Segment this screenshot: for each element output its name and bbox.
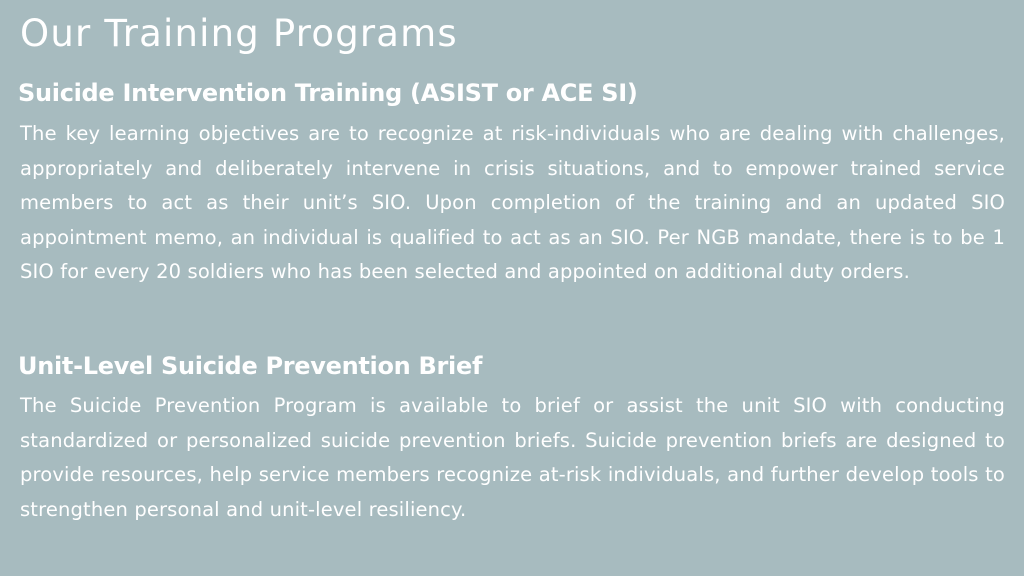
page-title: Our Training Programs [20,12,458,55]
section-heading-unit-level-brief: Unit-Level Suicide Prevention Brief [18,352,483,380]
section-body-unit-level-brief: The Suicide Prevention Program is available to brief or assist the unit SIO with conducting standardized or personalized suicide prevention briefs. Suicide prevention briefs are designed to provide resources, help service members recognize at-risk individuals, and further develop tools to strengthen personal and unit-level resiliency. [20,394,1005,521]
section-body-suicide-intervention-training: The key learning objectives are to recognize at risk-individuals who are dealing with challenges, appropriately and deliberately intervene in crisis situations, and to empower trained service members to act as their unit’s SIO. Upon completion of the training and an updated SIO appointment memo, an individual is qualified to act as an SIO. Per NGB mandate, there is to be 1 SIO for every 20 soldiers who has been selected and appointed on additional duty orders. [20,122,1005,284]
section-heading-suicide-intervention-training: Suicide Intervention Training (ASIST or ACE SI) [18,79,638,107]
